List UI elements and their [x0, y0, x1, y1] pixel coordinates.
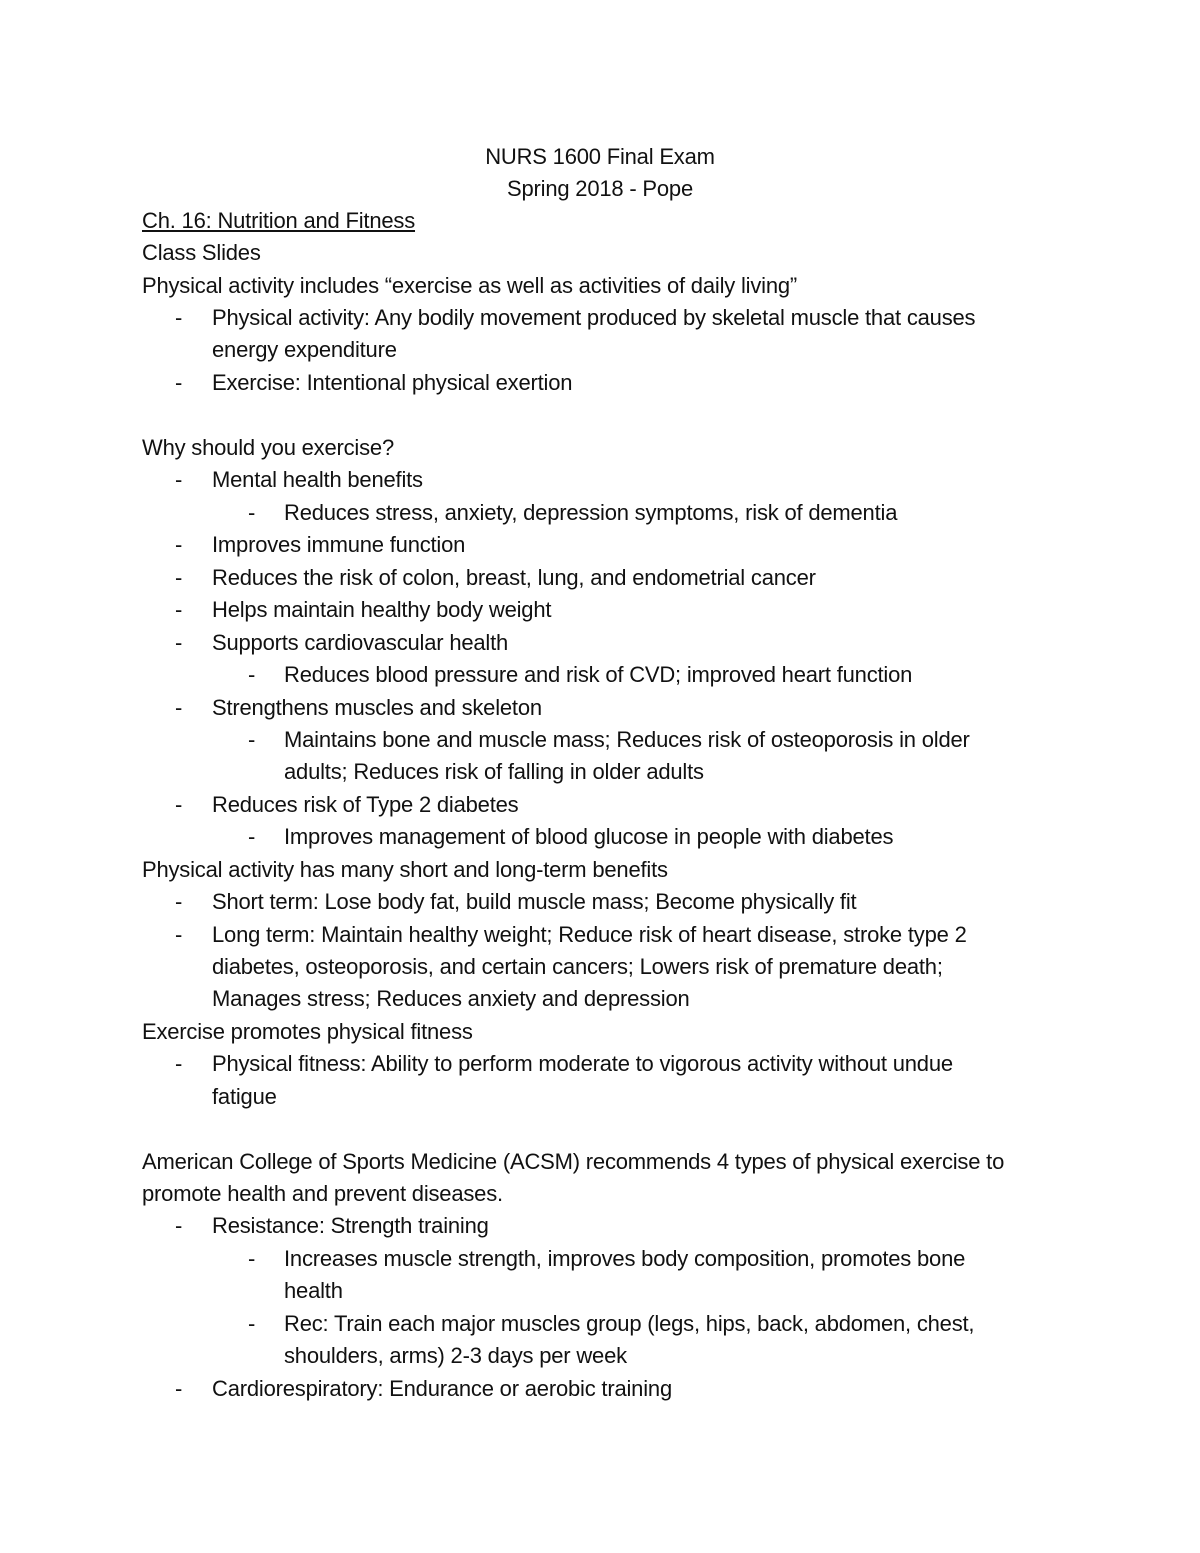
sub-bullet-text: Reduces blood pressure and risk of CVD; improved heart function — [284, 662, 913, 687]
sub-bullet-dash: - — [248, 824, 256, 849]
chapter-heading: Ch. 16: Nutrition and Fitness — [142, 208, 416, 233]
bullet-dash: - — [175, 370, 183, 395]
document-title: NURS 1600 Final Exam — [485, 144, 715, 169]
bullet-dash: - — [175, 532, 183, 557]
bullet-dash: - — [175, 792, 183, 817]
sub-bullet-text: Improves management of blood glucose in people with diabetes — [284, 824, 894, 849]
paragraph-line: Physical activity includes “exercise as well as activities of daily living” — [142, 273, 798, 298]
sub-bullet-text-continued: health — [284, 1278, 343, 1303]
bullet-text: Reduces risk of Type 2 diabetes — [212, 792, 519, 817]
paragraph-line: American College of Sports Medicine (ACSM) recommends 4 types of physical exercise to — [142, 1149, 1005, 1174]
bullet-dash: - — [175, 565, 183, 590]
bullet-text-continued: fatigue — [212, 1084, 277, 1109]
bullet-text: Strengthens muscles and skeleton — [212, 695, 542, 720]
bullet-text: Physical fitness: Ability to perform moderate to vigorous activity without undue — [212, 1051, 953, 1076]
bullet-text: Physical activity: Any bodily movement produced by skeletal muscle that causes — [212, 305, 976, 330]
sub-bullet-text: Rec: Train each major muscles group (legs, hips, back, abdomen, chest, — [284, 1311, 975, 1336]
paragraph-line: Exercise promotes physical fitness — [142, 1019, 473, 1044]
sub-bullet-text-continued: adults; Reduces risk of falling in older adults — [284, 759, 704, 784]
bullet-text: Long term: Maintain healthy weight; Reduce risk of heart disease, stroke type 2 — [212, 922, 967, 947]
bullet-text: Exercise: Intentional physical exertion — [212, 370, 573, 395]
paragraph-line: Physical activity has many short and long-term benefits — [142, 857, 668, 882]
document-subtitle: Spring 2018 - Pope — [507, 176, 693, 201]
bullet-text: Helps maintain healthy body weight — [212, 597, 552, 622]
bullet-dash: - — [175, 922, 183, 947]
sub-bullet-dash: - — [248, 727, 256, 752]
bullet-dash: - — [175, 1213, 183, 1238]
bullet-dash: - — [175, 467, 183, 492]
bullet-dash: - — [175, 305, 183, 330]
bullet-text: Supports cardiovascular health — [212, 630, 509, 655]
paragraph-line: Why should you exercise? — [142, 435, 394, 460]
bullet-text: Resistance: Strength training — [212, 1213, 489, 1238]
sub-bullet-text: Increases muscle strength, improves body composition, promotes bone — [284, 1246, 966, 1271]
bullet-text: Improves immune function — [212, 532, 466, 557]
bullet-dash: - — [175, 1051, 183, 1076]
bullet-text: Mental health benefits — [212, 467, 423, 492]
source-label: Class Slides — [142, 240, 261, 265]
sub-bullet-dash: - — [248, 1311, 256, 1336]
bullet-dash: - — [175, 1376, 183, 1401]
paragraph-line: promote health and prevent diseases. — [142, 1181, 503, 1206]
bullet-dash: - — [175, 630, 183, 655]
bullet-dash: - — [175, 889, 183, 914]
sub-bullet-text: Reduces stress, anxiety, depression symptoms, risk of dementia — [284, 500, 898, 525]
bullet-dash: - — [175, 597, 183, 622]
bullet-text: Reduces the risk of colon, breast, lung, and endometrial cancer — [212, 565, 816, 590]
bullet-text-continued: Manages stress; Reduces anxiety and depression — [212, 986, 690, 1011]
bullet-text: Cardiorespiratory: Endurance or aerobic training — [212, 1376, 672, 1401]
sub-bullet-dash: - — [248, 662, 256, 687]
bullet-text-continued: diabetes, osteoporosis, and certain cancers; Lowers risk of premature death; — [212, 954, 943, 979]
sub-bullet-dash: - — [248, 1246, 256, 1271]
sub-bullet-dash: - — [248, 500, 256, 525]
sub-bullet-text-continued: shoulders, arms) 2-3 days per week — [284, 1343, 627, 1368]
bullet-text-continued: energy expenditure — [212, 337, 397, 362]
sub-bullet-text: Maintains bone and muscle mass; Reduces risk of osteoporosis in older — [284, 727, 970, 752]
bullet-dash: - — [175, 695, 183, 720]
bullet-text: Short term: Lose body fat, build muscle mass; Become physically fit — [212, 889, 857, 914]
